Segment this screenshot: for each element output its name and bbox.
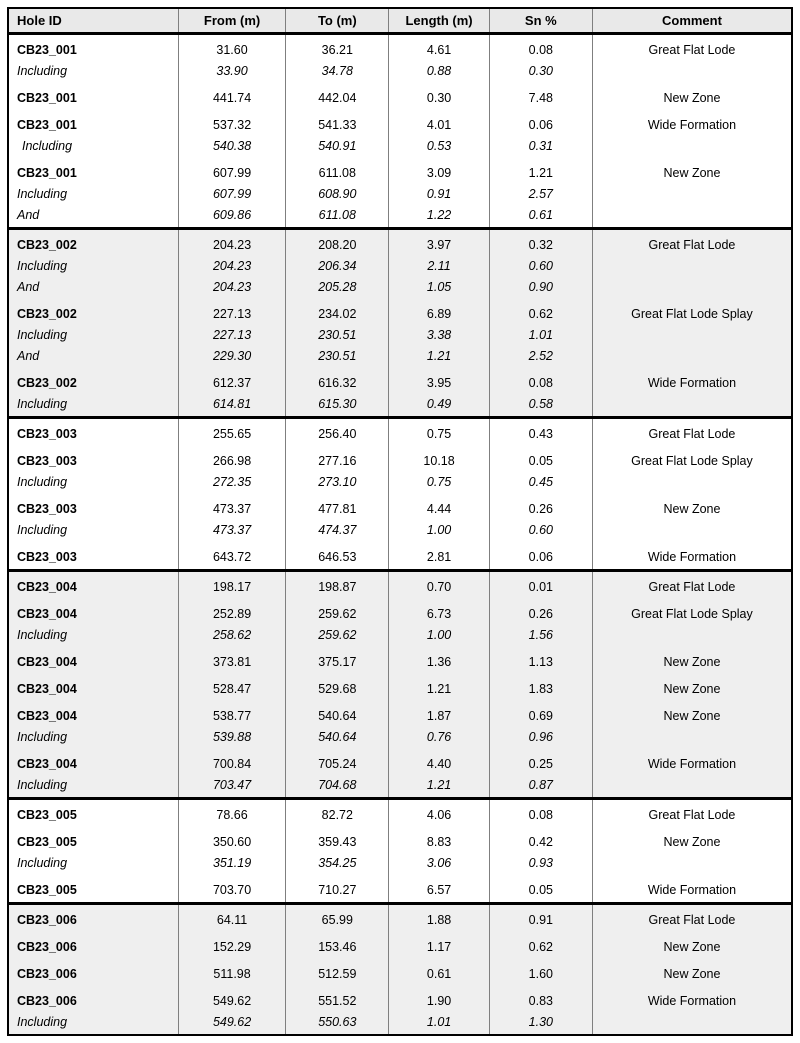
from-cell: 258.62 [178, 626, 285, 647]
comment-cell: Wide Formation [592, 368, 792, 395]
hole-id-cell: CB23_003 [8, 494, 178, 521]
table-row [8, 1013, 792, 1035]
from-cell: 528.47 [178, 674, 285, 701]
length-cell: 1.22 [389, 206, 489, 229]
from-cell: 612.37 [178, 368, 285, 395]
sn-cell: 0.60 [489, 257, 592, 278]
table-row [8, 473, 792, 494]
table-row [8, 206, 792, 229]
column-header-comment: Comment [592, 8, 792, 34]
from-cell: 198.17 [178, 571, 285, 600]
sn-cell: 0.08 [489, 799, 592, 828]
table-row [8, 799, 792, 828]
table-row [8, 854, 792, 875]
length-cell: 4.06 [389, 799, 489, 828]
sn-cell: 0.25 [489, 749, 592, 776]
length-cell: 8.83 [389, 827, 489, 854]
from-cell: 227.13 [178, 299, 285, 326]
from-cell: 33.90 [178, 62, 285, 83]
to-cell: 540.64 [286, 728, 389, 749]
to-cell: 615.30 [286, 395, 389, 418]
sn-cell: 0.45 [489, 473, 592, 494]
sn-cell: 0.05 [489, 446, 592, 473]
comment-cell: Wide Formation [592, 542, 792, 571]
from-cell: 204.23 [178, 229, 285, 258]
length-cell: 1.17 [389, 932, 489, 959]
from-cell: 703.70 [178, 875, 285, 904]
table-row [8, 395, 792, 418]
table-row [8, 368, 792, 395]
sn-cell: 2.52 [489, 347, 592, 368]
table-row [8, 932, 792, 959]
length-cell: 6.73 [389, 599, 489, 626]
hole-id-cell: CB23_004 [8, 674, 178, 701]
length-cell: 1.90 [389, 986, 489, 1013]
sn-cell: 0.90 [489, 278, 592, 299]
hole-id-cell: Including [8, 776, 178, 799]
table-row [8, 701, 792, 728]
table-row [8, 728, 792, 749]
hole-id-cell: CB23_002 [8, 299, 178, 326]
length-cell: 3.09 [389, 158, 489, 185]
length-cell: 4.01 [389, 110, 489, 137]
hole-id-cell: CB23_001 [8, 83, 178, 110]
hole-id-cell: CB23_002 [8, 229, 178, 258]
sn-cell: 0.69 [489, 701, 592, 728]
hole-id-cell: CB23_001 [8, 158, 178, 185]
sn-cell: 0.58 [489, 395, 592, 418]
hole-id-cell: CB23_002 [8, 368, 178, 395]
length-cell: 1.21 [389, 347, 489, 368]
hole-id-cell: And [8, 206, 178, 229]
from-cell: 64.11 [178, 904, 285, 933]
length-cell: 3.06 [389, 854, 489, 875]
to-cell: 36.21 [286, 34, 389, 63]
comment-cell [592, 395, 792, 418]
to-cell: 153.46 [286, 932, 389, 959]
hole-id-cell: CB23_006 [8, 959, 178, 986]
sn-cell: 0.26 [489, 599, 592, 626]
comment-cell [592, 1013, 792, 1035]
to-cell: 550.63 [286, 1013, 389, 1035]
from-cell: 473.37 [178, 494, 285, 521]
hole-id-cell: Including [8, 626, 178, 647]
sn-cell: 1.83 [489, 674, 592, 701]
sn-cell: 1.21 [489, 158, 592, 185]
comment-cell [592, 257, 792, 278]
table-row [8, 278, 792, 299]
comment-cell [592, 347, 792, 368]
table-row [8, 326, 792, 347]
comment-cell [592, 206, 792, 229]
comment-cell: Great Flat Lode [592, 229, 792, 258]
comment-cell [592, 137, 792, 158]
comment-cell [592, 326, 792, 347]
hole-id-cell: CB23_001 [8, 34, 178, 63]
sn-cell: 0.91 [489, 904, 592, 933]
table-row [8, 34, 792, 63]
column-header-from: From (m) [178, 8, 285, 34]
length-cell: 1.21 [389, 674, 489, 701]
length-cell: 0.75 [389, 473, 489, 494]
to-cell: 230.51 [286, 326, 389, 347]
comment-cell [592, 728, 792, 749]
hole-id-cell: Including [8, 473, 178, 494]
column-header-hole-id: Hole ID [8, 8, 178, 34]
length-cell: 0.61 [389, 959, 489, 986]
length-cell: 1.00 [389, 521, 489, 542]
sn-cell: 0.26 [489, 494, 592, 521]
sn-cell: 0.31 [489, 137, 592, 158]
sn-cell: 0.43 [489, 418, 592, 447]
hole-group-4 [8, 571, 792, 799]
comment-cell: New Zone [592, 647, 792, 674]
from-cell: 441.74 [178, 83, 285, 110]
from-cell: 78.66 [178, 799, 285, 828]
to-cell: 259.62 [286, 599, 389, 626]
length-cell: 6.89 [389, 299, 489, 326]
to-cell: 234.02 [286, 299, 389, 326]
length-cell: 1.88 [389, 904, 489, 933]
comment-cell [592, 62, 792, 83]
length-cell: 1.87 [389, 701, 489, 728]
length-cell: 0.91 [389, 185, 489, 206]
hole-id-cell: Including [8, 62, 178, 83]
sn-cell: 0.42 [489, 827, 592, 854]
comment-cell: Wide Formation [592, 875, 792, 904]
hole-group-1 [8, 34, 792, 229]
sn-cell: 0.32 [489, 229, 592, 258]
sn-cell: 0.01 [489, 571, 592, 600]
length-cell: 1.05 [389, 278, 489, 299]
hole-group-3 [8, 418, 792, 571]
comment-cell: Great Flat Lode Splay [592, 599, 792, 626]
to-cell: 477.81 [286, 494, 389, 521]
length-cell: 3.38 [389, 326, 489, 347]
drill-results-table [7, 7, 793, 1036]
hole-id-cell: Including [8, 521, 178, 542]
table-row [8, 347, 792, 368]
to-cell: 616.32 [286, 368, 389, 395]
hole-id-cell: CB23_006 [8, 932, 178, 959]
table-row [8, 83, 792, 110]
to-cell: 65.99 [286, 904, 389, 933]
from-cell: 537.32 [178, 110, 285, 137]
to-cell: 704.68 [286, 776, 389, 799]
table-row [8, 494, 792, 521]
from-cell: 204.23 [178, 257, 285, 278]
from-cell: 539.88 [178, 728, 285, 749]
from-cell: 614.81 [178, 395, 285, 418]
from-cell: 373.81 [178, 647, 285, 674]
from-cell: 272.35 [178, 473, 285, 494]
length-cell: 1.00 [389, 626, 489, 647]
to-cell: 82.72 [286, 799, 389, 828]
length-cell: 2.11 [389, 257, 489, 278]
sn-cell: 0.05 [489, 875, 592, 904]
sn-cell: 0.30 [489, 62, 592, 83]
to-cell: 551.52 [286, 986, 389, 1013]
hole-id-cell: CB23_005 [8, 875, 178, 904]
comment-cell: Wide Formation [592, 986, 792, 1013]
comment-cell [592, 776, 792, 799]
to-cell: 34.78 [286, 62, 389, 83]
table-row [8, 904, 792, 933]
column-header-to: To (m) [286, 8, 389, 34]
sn-cell: 1.01 [489, 326, 592, 347]
comment-cell [592, 278, 792, 299]
sn-cell: 1.13 [489, 647, 592, 674]
comment-cell: New Zone [592, 932, 792, 959]
hole-id-cell: CB23_004 [8, 749, 178, 776]
comment-cell [592, 521, 792, 542]
table-row [8, 986, 792, 1013]
from-cell: 350.60 [178, 827, 285, 854]
to-cell: 611.08 [286, 206, 389, 229]
sn-cell: 0.62 [489, 299, 592, 326]
column-header-length: Length (m) [389, 8, 489, 34]
table-row [8, 749, 792, 776]
to-cell: 375.17 [286, 647, 389, 674]
comment-cell [592, 185, 792, 206]
from-cell: 31.60 [178, 34, 285, 63]
from-cell: 609.86 [178, 206, 285, 229]
table-row [8, 299, 792, 326]
column-header-sn-pct: Sn % [489, 8, 592, 34]
from-cell: 351.19 [178, 854, 285, 875]
hole-id-cell: CB23_003 [8, 446, 178, 473]
to-cell: 710.27 [286, 875, 389, 904]
table-row [8, 626, 792, 647]
sn-cell: 0.06 [489, 110, 592, 137]
hole-id-cell: CB23_004 [8, 599, 178, 626]
from-cell: 700.84 [178, 749, 285, 776]
from-cell: 227.13 [178, 326, 285, 347]
comment-cell: New Zone [592, 83, 792, 110]
sn-cell: 0.96 [489, 728, 592, 749]
table-row [8, 257, 792, 278]
length-cell: 4.61 [389, 34, 489, 63]
to-cell: 540.91 [286, 137, 389, 158]
table-row [8, 542, 792, 571]
from-cell: 549.62 [178, 1013, 285, 1035]
length-cell: 0.30 [389, 83, 489, 110]
table-row [8, 599, 792, 626]
hole-id-cell: Including [8, 395, 178, 418]
from-cell: 607.99 [178, 158, 285, 185]
to-cell: 359.43 [286, 827, 389, 854]
hole-id-cell: Including [8, 257, 178, 278]
hole-id-cell: CB23_004 [8, 647, 178, 674]
hole-id-cell: CB23_004 [8, 571, 178, 600]
table-row [8, 959, 792, 986]
hole-group-5 [8, 799, 792, 904]
hole-id-cell: And [8, 347, 178, 368]
sn-cell: 0.08 [489, 368, 592, 395]
sn-cell: 0.61 [489, 206, 592, 229]
hole-id-cell: CB23_003 [8, 418, 178, 447]
length-cell: 3.97 [389, 229, 489, 258]
comment-cell: New Zone [592, 827, 792, 854]
comment-cell: New Zone [592, 701, 792, 728]
length-cell: 4.44 [389, 494, 489, 521]
length-cell: 6.57 [389, 875, 489, 904]
hole-id-cell: And [8, 278, 178, 299]
sn-cell: 0.60 [489, 521, 592, 542]
table-row [8, 229, 792, 258]
from-cell: 540.38 [178, 137, 285, 158]
header-row [8, 8, 792, 34]
from-cell: 152.29 [178, 932, 285, 959]
hole-id-cell: Including [8, 854, 178, 875]
to-cell: 442.04 [286, 83, 389, 110]
hole-id-cell: Including [8, 185, 178, 206]
sn-cell: 0.93 [489, 854, 592, 875]
from-cell: 643.72 [178, 542, 285, 571]
table-row [8, 158, 792, 185]
length-cell: 10.18 [389, 446, 489, 473]
comment-cell: Great Flat Lode Splay [592, 299, 792, 326]
length-cell: 1.36 [389, 647, 489, 674]
hole-id-cell: Including [8, 326, 178, 347]
to-cell: 512.59 [286, 959, 389, 986]
comment-cell: Great Flat Lode [592, 571, 792, 600]
comment-cell: Great Flat Lode [592, 34, 792, 63]
table-row [8, 446, 792, 473]
from-cell: 229.30 [178, 347, 285, 368]
length-cell: 1.01 [389, 1013, 489, 1035]
length-cell: 0.70 [389, 571, 489, 600]
table-row [8, 647, 792, 674]
length-cell: 0.53 [389, 137, 489, 158]
sn-cell: 0.87 [489, 776, 592, 799]
to-cell: 230.51 [286, 347, 389, 368]
hole-id-cell: CB23_004 [8, 701, 178, 728]
from-cell: 204.23 [178, 278, 285, 299]
hole-id-cell: CB23_005 [8, 799, 178, 828]
sn-cell: 1.56 [489, 626, 592, 647]
length-cell: 4.40 [389, 749, 489, 776]
from-cell: 703.47 [178, 776, 285, 799]
to-cell: 608.90 [286, 185, 389, 206]
sn-cell: 0.08 [489, 34, 592, 63]
comment-cell: New Zone [592, 494, 792, 521]
comment-cell [592, 473, 792, 494]
hole-id-cell: CB23_006 [8, 986, 178, 1013]
from-cell: 252.89 [178, 599, 285, 626]
hole-id-cell: CB23_006 [8, 904, 178, 933]
to-cell: 646.53 [286, 542, 389, 571]
sn-cell: 1.60 [489, 959, 592, 986]
length-cell: 0.75 [389, 418, 489, 447]
from-cell: 538.77 [178, 701, 285, 728]
to-cell: 259.62 [286, 626, 389, 647]
comment-cell: New Zone [592, 158, 792, 185]
from-cell: 266.98 [178, 446, 285, 473]
to-cell: 198.87 [286, 571, 389, 600]
table-row [8, 571, 792, 600]
table-row [8, 674, 792, 701]
hole-id-cell: Including [8, 728, 178, 749]
sn-cell: 0.62 [489, 932, 592, 959]
to-cell: 273.10 [286, 473, 389, 494]
length-cell: 0.49 [389, 395, 489, 418]
to-cell: 277.16 [286, 446, 389, 473]
comment-cell: New Zone [592, 674, 792, 701]
hole-id-cell: Including [8, 1013, 178, 1035]
to-cell: 354.25 [286, 854, 389, 875]
sn-cell: 7.48 [489, 83, 592, 110]
comment-cell [592, 626, 792, 647]
hole-id-cell: CB23_005 [8, 827, 178, 854]
hole-id-cell: Including [8, 137, 178, 158]
length-cell: 2.81 [389, 542, 489, 571]
table-row [8, 185, 792, 206]
sn-cell: 0.06 [489, 542, 592, 571]
from-cell: 607.99 [178, 185, 285, 206]
to-cell: 206.34 [286, 257, 389, 278]
comment-cell [592, 854, 792, 875]
table-row [8, 418, 792, 447]
comment-cell: Wide Formation [592, 749, 792, 776]
comment-cell: New Zone [592, 959, 792, 986]
hole-group-6 [8, 904, 792, 1036]
length-cell: 0.88 [389, 62, 489, 83]
to-cell: 541.33 [286, 110, 389, 137]
to-cell: 474.37 [286, 521, 389, 542]
hole-id-cell: CB23_003 [8, 542, 178, 571]
comment-cell: Wide Formation [592, 110, 792, 137]
sn-cell: 0.83 [489, 986, 592, 1013]
from-cell: 255.65 [178, 418, 285, 447]
comment-cell: Great Flat Lode Splay [592, 446, 792, 473]
length-cell: 0.76 [389, 728, 489, 749]
table-header [8, 8, 792, 34]
table-row [8, 521, 792, 542]
table-row [8, 875, 792, 904]
hole-group-2 [8, 229, 792, 418]
to-cell: 529.68 [286, 674, 389, 701]
table-row [8, 776, 792, 799]
table-row [8, 62, 792, 83]
comment-cell: Great Flat Lode [592, 418, 792, 447]
sn-cell: 2.57 [489, 185, 592, 206]
to-cell: 611.08 [286, 158, 389, 185]
table-row [8, 137, 792, 158]
to-cell: 705.24 [286, 749, 389, 776]
to-cell: 205.28 [286, 278, 389, 299]
length-cell: 1.21 [389, 776, 489, 799]
comment-cell: Great Flat Lode [592, 904, 792, 933]
table-row [8, 827, 792, 854]
hole-id-cell: CB23_001 [8, 110, 178, 137]
length-cell: 3.95 [389, 368, 489, 395]
table-row [8, 110, 792, 137]
to-cell: 256.40 [286, 418, 389, 447]
from-cell: 473.37 [178, 521, 285, 542]
to-cell: 208.20 [286, 229, 389, 258]
from-cell: 549.62 [178, 986, 285, 1013]
sn-cell: 1.30 [489, 1013, 592, 1035]
from-cell: 511.98 [178, 959, 285, 986]
comment-cell: Great Flat Lode [592, 799, 792, 828]
to-cell: 540.64 [286, 701, 389, 728]
